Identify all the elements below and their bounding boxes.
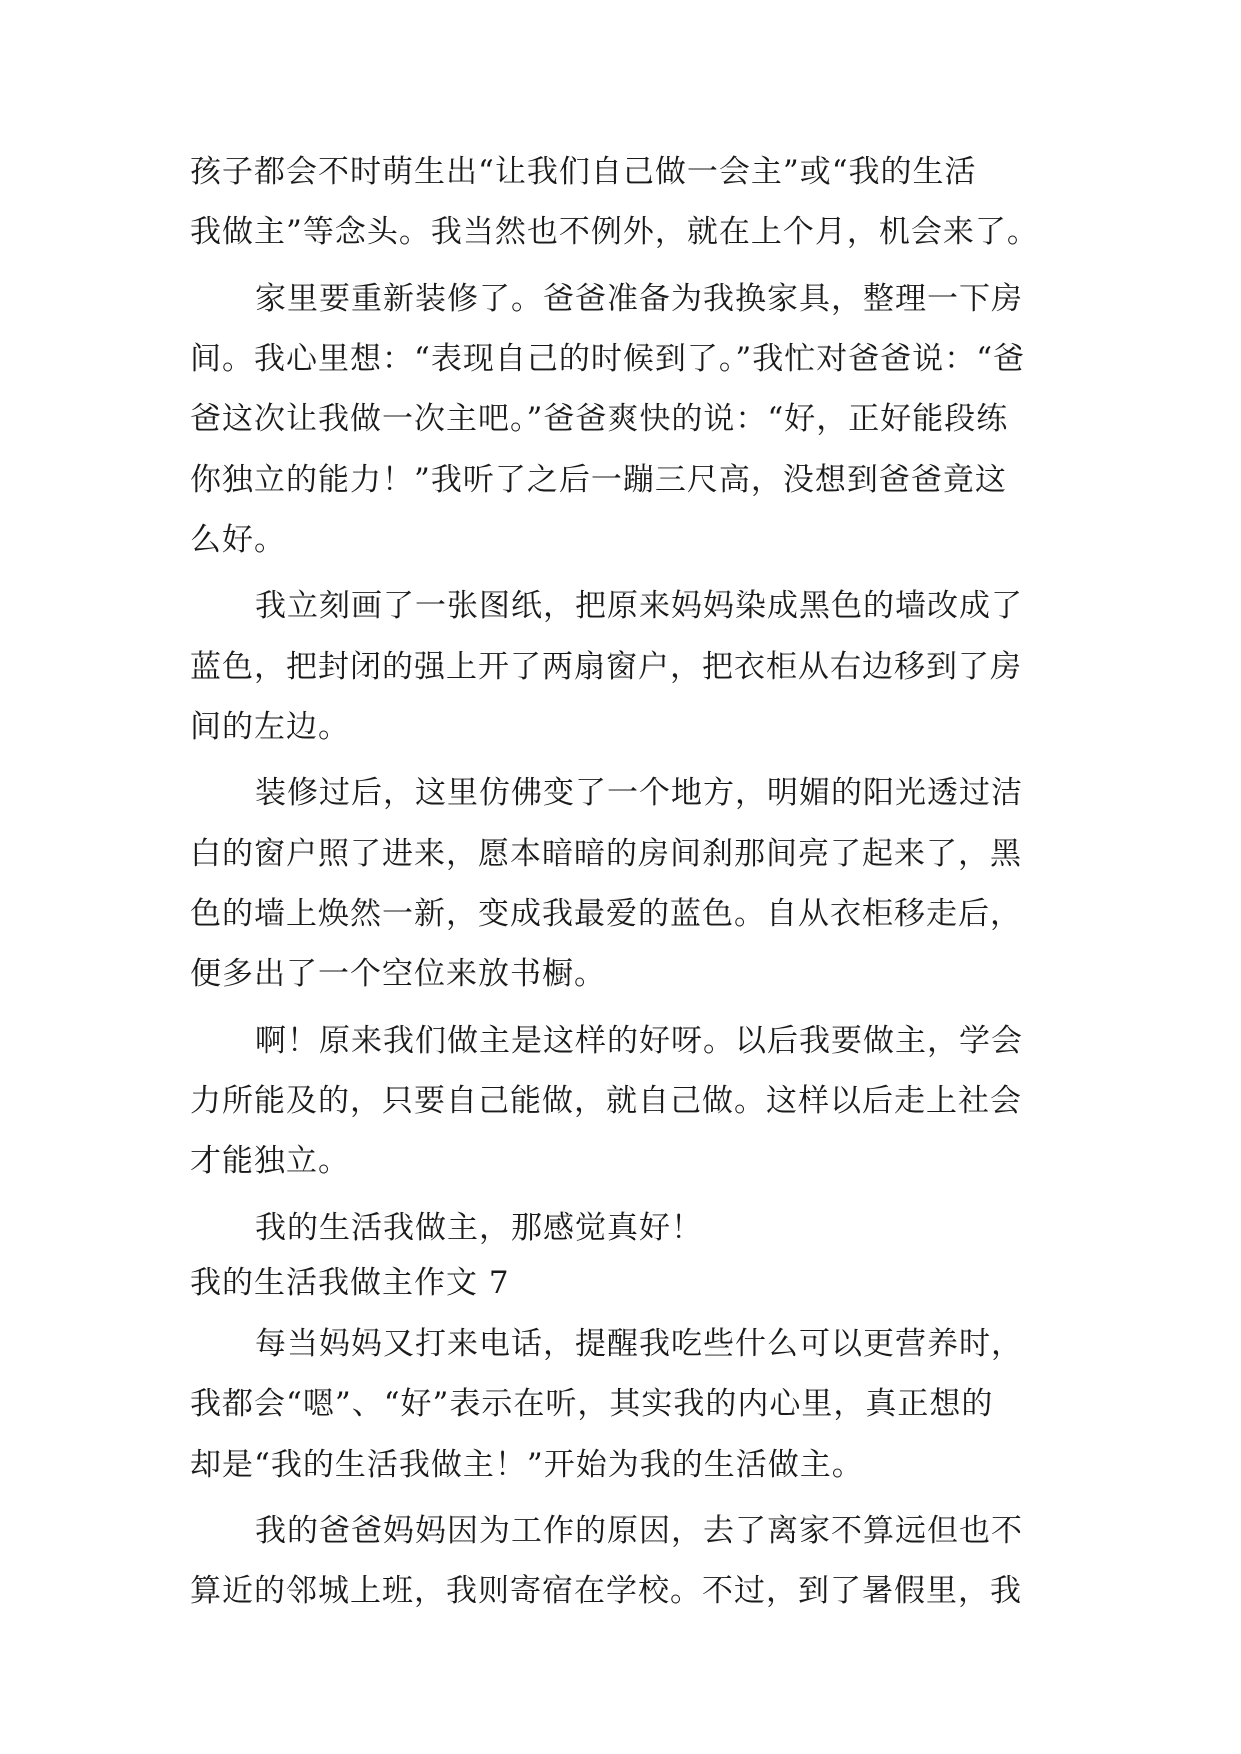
paragraph-start-line: 每当妈妈又打来电话，提醒我吃些什么可以更营养时， bbox=[255, 1326, 1023, 1362]
paragraph-start-line: 家里要重新装修了。爸爸准备为我换家具，整理一下房 bbox=[255, 281, 1023, 317]
text-line: 白的窗户照了进来，愿本暗暗的房间刹那间亮了起来了，黑 bbox=[190, 836, 1022, 872]
text-line: 么好。 bbox=[190, 522, 286, 558]
text-line: 你独立的能力！”我听了之后一蹦三尺高，没想到爸爸竟这 bbox=[190, 462, 1007, 498]
section-heading: 我的生活我做主作文 7 bbox=[190, 1265, 510, 1301]
text-line: 才能独立。 bbox=[190, 1143, 350, 1179]
text-line: 爸这次让我做一次主吧。”爸爸爽快的说：“好，正好能段练 bbox=[190, 401, 1009, 437]
paragraph-start-line: 装修过后，这里仿佛变了一个地方，明媚的阳光透过洁 bbox=[255, 775, 1023, 811]
text-line: 间的左边。 bbox=[190, 709, 350, 745]
text-line: 我都会“嗯”、“好”表示在听，其实我的内心里，真正想的 bbox=[190, 1386, 994, 1422]
text-line: 却是“我的生活我做主！”开始为我的生活做主。 bbox=[190, 1447, 864, 1483]
paragraph-start-line: 我立刻画了一张图纸，把原来妈妈染成黑色的墙改成了 bbox=[255, 588, 1023, 624]
text-line: 孩子都会不时萌生出“让我们自己做一会主”或“我的生活 bbox=[190, 154, 977, 190]
text-line: 色的墙上焕然一新，变成我最爱的蓝色。自从衣柜移走后， bbox=[190, 896, 1022, 932]
text-line: 算近的邻城上班，我则寄宿在学校。不过，到了暑假里，我 bbox=[190, 1573, 1022, 1609]
paragraph-start-line: 我的生活我做主，那感觉真好！ bbox=[255, 1210, 703, 1246]
paragraph-start-line: 啊！原来我们做主是这样的好呀。以后我要做主，学会 bbox=[255, 1023, 1023, 1059]
text-line: 便多出了一个空位来放书橱。 bbox=[190, 956, 606, 992]
text-line: 我做主”等念头。我当然也不例外，就在上个月，机会来了。 bbox=[190, 214, 1039, 250]
text-line: 间。我心里想：“表现自己的时候到了。”我忙对爸爸说：“爸 bbox=[190, 341, 1026, 377]
text-line: 蓝色，把封闭的强上开了两扇窗户，把衣柜从右边移到了房 bbox=[190, 649, 1022, 685]
text-line: 力所能及的，只要自己能做，就自己做。这样以后走上社会 bbox=[190, 1083, 1022, 1119]
paragraph-start-line: 我的爸爸妈妈因为工作的原因，去了离家不算远但也不 bbox=[255, 1513, 1023, 1549]
